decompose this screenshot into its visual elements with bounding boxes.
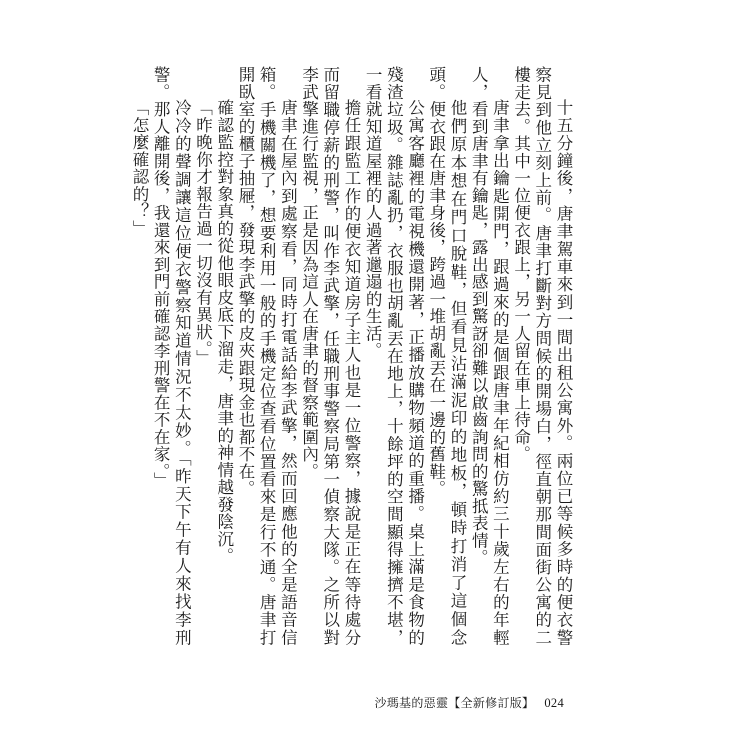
paragraph: 「怎麼確認的？」 [129, 99, 149, 237]
body-text [129, 66, 574, 646]
paragraph: 冷冷的聲調讓這位便衣警察知道情況不太妙。「昨天下午有人來找李刑警。那人離開後，我還來到門前確認李刑警在不在家。」 [151, 66, 192, 646]
paragraph: 唐聿拿出鑰匙開門，跟過來的是個跟唐聿年紀相仿約三十歲左右的年輕人，看到唐聿有鑰匙，露出感到驚訝卻難以啟齒詢問的驚抵表情。 [469, 66, 510, 646]
paragraph: 確認監控對象真的從他眼皮底下溜走，唐聿的神情越發陰沉。 [214, 99, 234, 565]
paragraph: 唐聿在屋內到處察看，同時打電話給李武擎，然而回應他的全是語音信箱。手機關機了，想要利用一般的手機定位查看位置看來是行不通。唐聿打開臥室的櫃子抽屜，發現李武擎的皮夾跟現金也都不在。 [235, 66, 298, 646]
paragraph: 「昨晚你才報告過一切沒有異狀。」 [193, 99, 213, 367]
page-footer [374, 694, 564, 711]
book-title: 沙瑪基的惡靈【全新修訂版】 [374, 696, 535, 710]
paragraph: 他們原本想在門口脫鞋，但看見沾滿泥印的地板，頓時打消了這個念頭。便衣跟在唐聿身後，跨過一堆胡亂丟在一邊的舊鞋。 [426, 66, 467, 646]
paragraph: 公寓客廳裡的電視機還開著，正播放購物頻道的重播。桌上滿是食物的殘渣垃圾。雜誌亂扔，衣服也胡亂丟在地上，十餘坪的空間顯得擁擠不堪，一看就知道屋裡的人過著邋遢的生活。 [363, 66, 425, 646]
paragraph: 十五分鐘後，唐聿駕車來到一間出租公寓外。兩位已等候多時的便衣警察見到他立刻上前。唐聿打斷對方問候的開場白，徑直朝那間面街公寓的二樓走去。其中一位便衣跟上，另一人留在車上待命。 [511, 66, 573, 646]
page-number: 024 [544, 696, 564, 710]
paragraph: 擔任跟監工作的便衣知道房子主人也是一位警察，據說是正在等待處分而留職停薪的刑警，叫作李武擎，任職刑事警察局第一偵察大隊。之所以對李武擎進行監視，正是因為這人在唐聿的督察範圍內。 [299, 66, 361, 646]
